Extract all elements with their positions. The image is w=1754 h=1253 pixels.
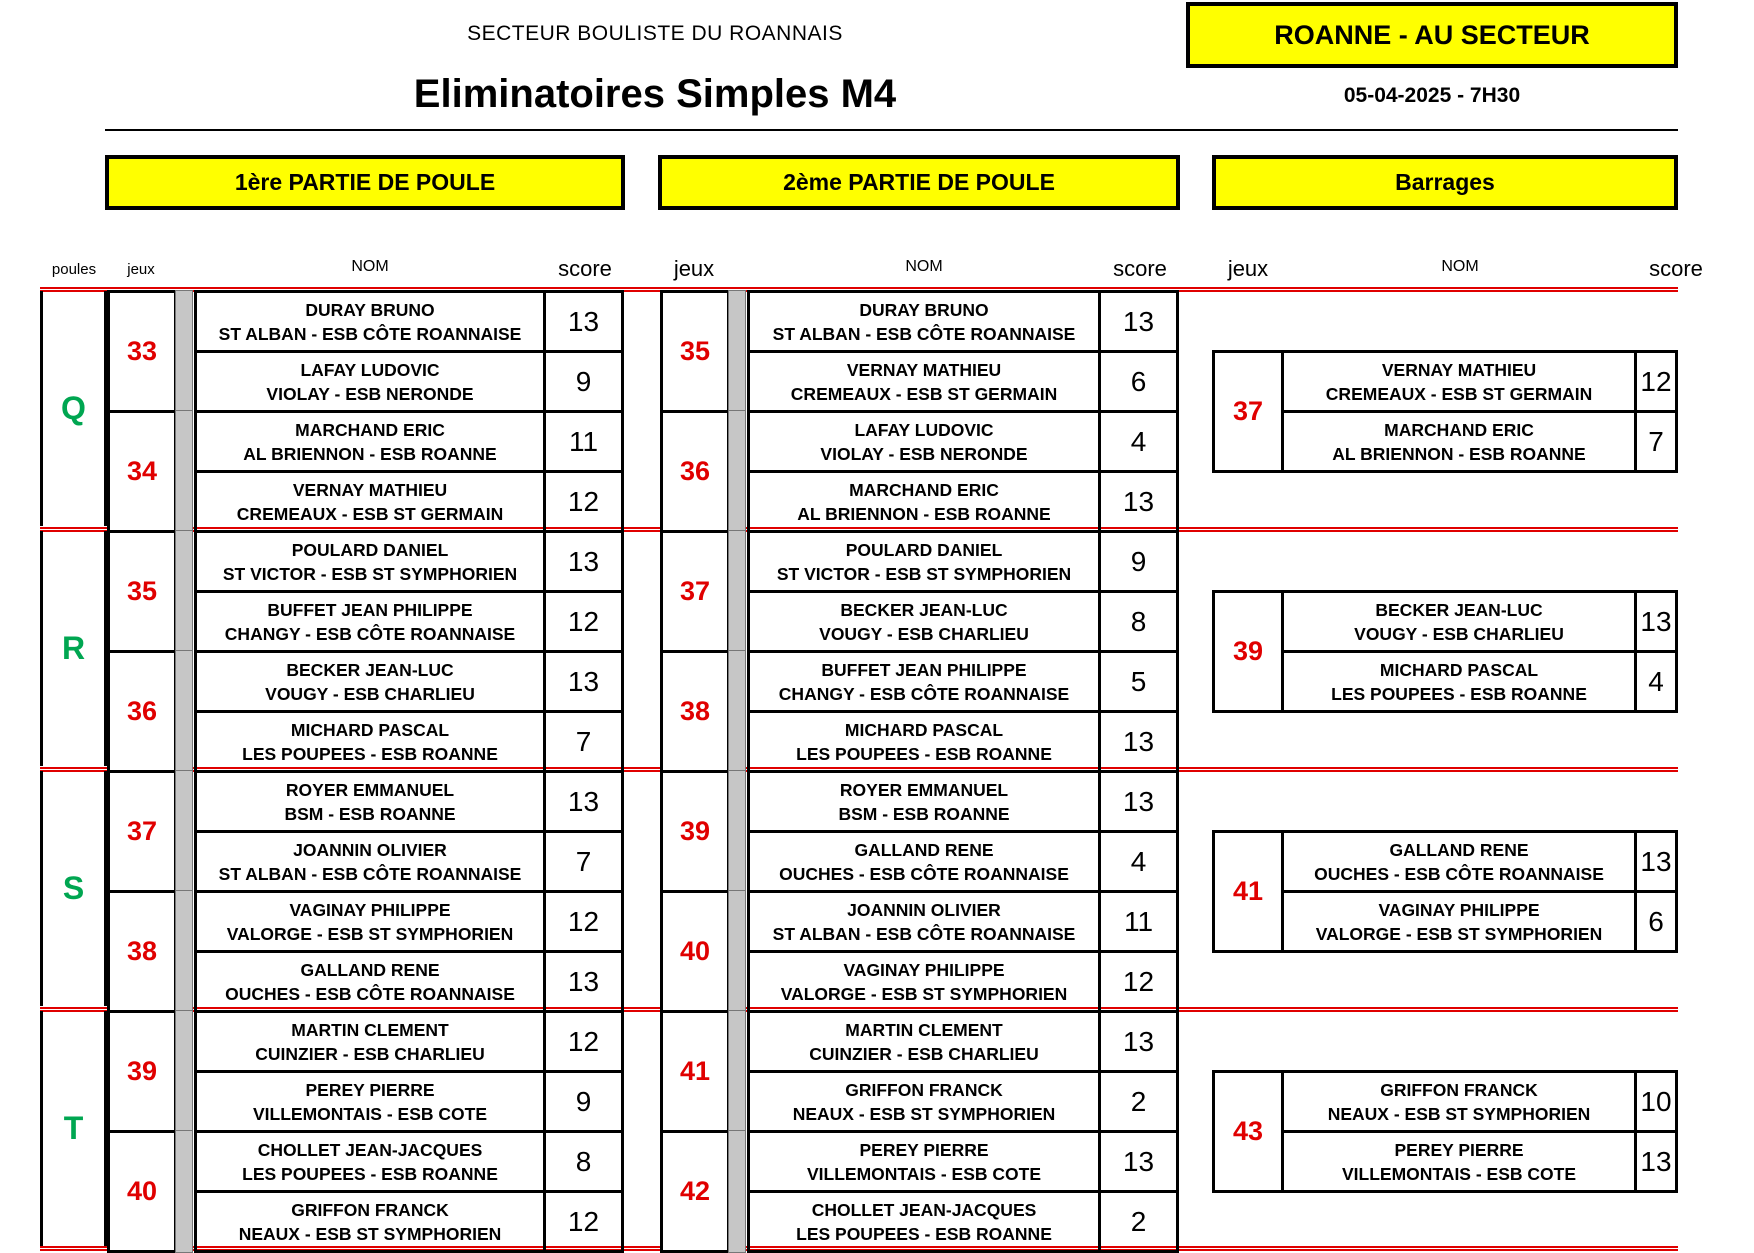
game-divider xyxy=(175,890,193,1013)
player-club: VOUGY - ESB CHARLIEU xyxy=(265,683,475,704)
score-cell: 13 xyxy=(546,290,624,353)
score-cell: 5 xyxy=(1101,650,1179,713)
col-header-score: score xyxy=(1649,256,1703,281)
player-club: AL BRIENNON - ESB ROANNE xyxy=(1332,443,1586,464)
player-club: VOUGY - ESB CHARLIEU xyxy=(819,623,1029,644)
player-name: VERNAY MATHIEU xyxy=(292,479,448,500)
score-cell: 7 xyxy=(546,710,624,773)
player-name: MICHARD PASCAL xyxy=(844,719,1004,740)
location-banner: ROANNE - AU SECTEUR xyxy=(1186,2,1678,68)
game-number: 36 xyxy=(660,410,730,533)
section-round2: 2ème PARTIE DE POULE xyxy=(658,155,1180,210)
game-divider xyxy=(175,530,193,653)
player-club: CREMEAUX - ESB ST GERMAIN xyxy=(1325,383,1593,404)
score-cell: 12 xyxy=(1101,950,1179,1013)
player-club: LES POUPEES - ESB ROANNE xyxy=(242,1163,498,1184)
player-name: PEREY PIERRE xyxy=(305,1079,435,1100)
score-cell: 12 xyxy=(546,590,624,653)
score-cell: 10 xyxy=(1637,1070,1678,1133)
player-name: GRIFFON FRANCK xyxy=(1380,1079,1538,1100)
player-cell xyxy=(1281,1130,1637,1193)
player-name: BUFFET JEAN PHILIPPE xyxy=(267,599,473,620)
game-divider xyxy=(175,650,193,773)
player-cell xyxy=(747,770,1101,833)
player-club: VALORGE - ESB ST SYMPHORIEN xyxy=(780,983,1068,1004)
player-club: VILLEMONTAIS - ESB COTE xyxy=(253,1103,487,1124)
score-cell: 6 xyxy=(1101,350,1179,413)
player-name: GALLAND RENE xyxy=(300,959,440,980)
player-club: ST ALBAN - ESB CÔTE ROANNAISE xyxy=(218,323,522,344)
player-name: BECKER JEAN-LUC xyxy=(1375,599,1543,620)
game-divider xyxy=(175,410,193,533)
game-number: 35 xyxy=(107,530,177,653)
player-cell xyxy=(1281,650,1637,713)
player-club: VILLEMONTAIS - ESB COTE xyxy=(807,1163,1041,1184)
player-cell xyxy=(194,770,546,833)
player-club: LES POUPEES - ESB ROANNE xyxy=(1331,683,1587,704)
player-cell xyxy=(194,710,546,773)
game-divider xyxy=(728,410,746,533)
player-cell xyxy=(747,650,1101,713)
player-name: GALLAND RENE xyxy=(1389,839,1529,860)
player-name: VAGINAY PHILIPPE xyxy=(289,899,451,920)
score-cell: 13 xyxy=(546,650,624,713)
poule-letter: R xyxy=(40,531,107,766)
player-club: VIOLAY - ESB NERONDE xyxy=(820,443,1028,464)
game-divider xyxy=(175,770,193,893)
event-datetime: 05-04-2025 - 7H30 xyxy=(1343,84,1521,107)
player-club: ST VICTOR - ESB ST SYMPHORIEN xyxy=(222,563,518,584)
col-header-nom: NOM xyxy=(905,258,943,275)
player-club: LES POUPEES - ESB ROANNE xyxy=(242,743,498,764)
score-cell: 13 xyxy=(1101,770,1179,833)
poule-letter: Q xyxy=(40,291,107,526)
player-name: GRIFFON FRANCK xyxy=(845,1079,1003,1100)
player-name: PEREY PIERRE xyxy=(1394,1139,1524,1160)
score-cell: 9 xyxy=(546,350,624,413)
player-cell xyxy=(194,1070,546,1133)
player-cell xyxy=(747,830,1101,893)
player-name: DURAY BRUNO xyxy=(305,299,435,320)
game-number: 39 xyxy=(107,1010,177,1133)
player-name: MARTIN CLEMENT xyxy=(845,1019,1003,1040)
player-cell xyxy=(747,530,1101,593)
score-cell: 13 xyxy=(546,770,624,833)
player-cell xyxy=(194,470,546,533)
score-cell: 13 xyxy=(1637,830,1678,893)
player-cell xyxy=(194,590,546,653)
col-header-poules: poules xyxy=(51,261,97,278)
player-cell xyxy=(1281,350,1637,413)
game-number: 39 xyxy=(660,770,730,893)
player-name: DURAY BRUNO xyxy=(859,299,989,320)
player-club: VOUGY - ESB CHARLIEU xyxy=(1354,623,1564,644)
player-name: BECKER JEAN-LUC xyxy=(840,599,1008,620)
score-cell: 12 xyxy=(546,890,624,953)
player-club: OUCHES - ESB CÔTE ROANNAISE xyxy=(779,863,1069,884)
player-name: LAFAY LUDOVIC xyxy=(300,359,440,380)
header-divider xyxy=(105,129,1678,131)
player-club: BSM - ESB ROANNE xyxy=(838,803,1010,824)
player-cell xyxy=(194,410,546,473)
game-number: 34 xyxy=(107,410,177,533)
player-club: ST ALBAN - ESB CÔTE ROANNAISE xyxy=(772,923,1076,944)
score-cell: 7 xyxy=(1637,410,1678,473)
player-cell xyxy=(747,590,1101,653)
player-cell xyxy=(747,410,1101,473)
player-name: GRIFFON FRANCK xyxy=(291,1199,449,1220)
score-cell: 8 xyxy=(546,1130,624,1193)
player-club: VILLEMONTAIS - ESB COTE xyxy=(1342,1163,1576,1184)
game-divider xyxy=(728,530,746,653)
player-cell xyxy=(194,950,546,1013)
player-cell xyxy=(747,1190,1101,1253)
player-name: ROYER EMMANUEL xyxy=(839,779,1009,800)
score-cell: 6 xyxy=(1637,890,1678,953)
score-cell: 9 xyxy=(1101,530,1179,593)
player-name: ROYER EMMANUEL xyxy=(285,779,455,800)
player-name: VAGINAY PHILIPPE xyxy=(843,959,1005,980)
score-cell: 4 xyxy=(1637,650,1678,713)
player-club: NEAUX - ESB ST SYMPHORIEN xyxy=(1327,1103,1591,1124)
player-club: ST ALBAN - ESB CÔTE ROANNAISE xyxy=(772,323,1076,344)
player-name: MARCHAND ERIC xyxy=(295,419,445,440)
player-club: ST VICTOR - ESB ST SYMPHORIEN xyxy=(776,563,1072,584)
game-divider xyxy=(728,890,746,1013)
game-number: 35 xyxy=(660,290,730,413)
player-cell xyxy=(747,890,1101,953)
game-number: 38 xyxy=(107,890,177,1013)
player-club: VALORGE - ESB ST SYMPHORIEN xyxy=(1315,923,1603,944)
score-cell: 12 xyxy=(546,1010,624,1073)
player-club: LES POUPEES - ESB ROANNE xyxy=(796,1223,1052,1244)
player-cell xyxy=(747,1010,1101,1073)
game-divider xyxy=(728,1130,746,1253)
player-club: VALORGE - ESB ST SYMPHORIEN xyxy=(226,923,514,944)
section-barrages: Barrages xyxy=(1212,155,1678,210)
player-club: CREMEAUX - ESB ST GERMAIN xyxy=(236,503,504,524)
player-cell xyxy=(747,290,1101,353)
score-cell: 2 xyxy=(1101,1190,1179,1253)
player-cell xyxy=(194,1010,546,1073)
score-cell: 12 xyxy=(546,1190,624,1253)
player-cell xyxy=(194,290,546,353)
player-name: JOANNIN OLIVIER xyxy=(847,899,1001,920)
barrage-game-number: 39 xyxy=(1212,590,1284,713)
player-cell xyxy=(1281,1070,1637,1133)
barrage-game-number: 41 xyxy=(1212,830,1284,953)
game-divider xyxy=(175,1130,193,1253)
player-name: CHOLLET JEAN-JACQUES xyxy=(257,1139,483,1160)
player-club: OUCHES - ESB CÔTE ROANNAISE xyxy=(1314,863,1604,884)
game-number: 38 xyxy=(660,650,730,773)
score-cell: 13 xyxy=(1101,1130,1179,1193)
score-cell: 13 xyxy=(546,530,624,593)
score-cell: 13 xyxy=(1637,590,1678,653)
game-number: 41 xyxy=(660,1010,730,1133)
col-header-nom: NOM xyxy=(351,258,389,275)
player-cell xyxy=(194,350,546,413)
player-cell xyxy=(1281,590,1637,653)
page-title: Eliminatoires Simples M4 xyxy=(413,72,897,116)
barrage-game-number: 37 xyxy=(1212,350,1284,473)
game-number: 36 xyxy=(107,650,177,773)
score-cell: 9 xyxy=(546,1070,624,1133)
player-name: POULARD DANIEL xyxy=(291,539,449,560)
score-cell: 7 xyxy=(546,830,624,893)
score-cell: 11 xyxy=(1101,890,1179,953)
organization-name: SECTEUR BOULISTE DU ROANNAIS xyxy=(467,22,843,45)
player-name: JOANNIN OLIVIER xyxy=(293,839,447,860)
player-club: CHANGY - ESB CÔTE ROANNAISE xyxy=(224,623,516,644)
player-club: BSM - ESB ROANNE xyxy=(284,803,456,824)
score-cell: 13 xyxy=(546,950,624,1013)
player-cell xyxy=(194,650,546,713)
player-name: CHOLLET JEAN-JACQUES xyxy=(811,1199,1037,1220)
player-name: LAFAY LUDOVIC xyxy=(854,419,994,440)
player-name: BECKER JEAN-LUC xyxy=(286,659,454,680)
col-header-score: score xyxy=(558,256,612,281)
player-club: LES POUPEES - ESB ROANNE xyxy=(796,743,1052,764)
player-club: CUINZIER - ESB CHARLIEU xyxy=(809,1043,1039,1064)
player-cell xyxy=(747,470,1101,533)
game-number: 37 xyxy=(660,530,730,653)
player-club: NEAUX - ESB ST SYMPHORIEN xyxy=(792,1103,1056,1124)
col-header-jeux: jeux xyxy=(127,261,155,278)
game-divider xyxy=(728,290,746,413)
player-name: GALLAND RENE xyxy=(854,839,994,860)
score-cell: 4 xyxy=(1101,830,1179,893)
score-cell: 2 xyxy=(1101,1070,1179,1133)
player-club: ST ALBAN - ESB CÔTE ROANNAISE xyxy=(218,863,522,884)
player-cell xyxy=(1281,830,1637,893)
player-cell xyxy=(194,1190,546,1253)
player-name: MARCHAND ERIC xyxy=(1384,419,1534,440)
player-cell xyxy=(1281,890,1637,953)
score-cell: 11 xyxy=(546,410,624,473)
game-divider xyxy=(175,290,193,413)
player-cell xyxy=(747,1130,1101,1193)
score-cell: 12 xyxy=(1637,350,1678,413)
poule-letter: S xyxy=(40,771,107,1006)
player-club: OUCHES - ESB CÔTE ROANNAISE xyxy=(225,983,515,1004)
player-name: MICHARD PASCAL xyxy=(1379,659,1539,680)
player-club: NEAUX - ESB ST SYMPHORIEN xyxy=(238,1223,502,1244)
player-name: VAGINAY PHILIPPE xyxy=(1378,899,1540,920)
score-cell: 13 xyxy=(1101,470,1179,533)
score-cell: 4 xyxy=(1101,410,1179,473)
player-name: MARTIN CLEMENT xyxy=(291,1019,449,1040)
barrage-game-number: 43 xyxy=(1212,1070,1284,1193)
game-divider xyxy=(175,1010,193,1133)
score-cell: 13 xyxy=(1637,1130,1678,1193)
player-cell xyxy=(194,1130,546,1193)
section-round1: 1ère PARTIE DE POULE xyxy=(105,155,625,210)
col-header-score: score xyxy=(1113,256,1167,281)
player-cell xyxy=(747,950,1101,1013)
player-name: VERNAY MATHIEU xyxy=(846,359,1002,380)
score-cell: 13 xyxy=(1101,710,1179,773)
game-number: 40 xyxy=(660,890,730,1013)
game-divider xyxy=(728,770,746,893)
game-divider xyxy=(728,650,746,773)
player-cell xyxy=(194,830,546,893)
poule-letter: T xyxy=(40,1011,107,1246)
game-number: 37 xyxy=(107,770,177,893)
player-cell xyxy=(1281,410,1637,473)
player-cell xyxy=(194,530,546,593)
player-name: BUFFET JEAN PHILIPPE xyxy=(821,659,1027,680)
player-club: AL BRIENNON - ESB ROANNE xyxy=(797,503,1051,524)
player-name: PEREY PIERRE xyxy=(859,1139,989,1160)
player-club: CUINZIER - ESB CHARLIEU xyxy=(255,1043,485,1064)
player-club: AL BRIENNON - ESB ROANNE xyxy=(243,443,497,464)
col-header-nom: NOM xyxy=(1441,258,1479,275)
game-number: 42 xyxy=(660,1130,730,1253)
col-header-jeux: jeux xyxy=(1227,256,1269,281)
player-club: VIOLAY - ESB NERONDE xyxy=(266,383,474,404)
score-cell: 8 xyxy=(1101,590,1179,653)
game-divider xyxy=(728,1010,746,1133)
score-cell: 13 xyxy=(1101,290,1179,353)
player-cell xyxy=(194,890,546,953)
score-cell: 12 xyxy=(546,470,624,533)
player-cell xyxy=(747,350,1101,413)
game-number: 33 xyxy=(107,290,177,413)
player-club: CHANGY - ESB CÔTE ROANNAISE xyxy=(778,683,1070,704)
player-cell xyxy=(747,1070,1101,1133)
player-club: CREMEAUX - ESB ST GERMAIN xyxy=(790,383,1058,404)
player-name: MARCHAND ERIC xyxy=(849,479,999,500)
game-number: 40 xyxy=(107,1130,177,1253)
player-name: MICHARD PASCAL xyxy=(290,719,450,740)
player-name: POULARD DANIEL xyxy=(845,539,1003,560)
player-cell xyxy=(747,710,1101,773)
col-header-jeux: jeux xyxy=(673,256,715,281)
score-cell: 13 xyxy=(1101,1010,1179,1073)
player-name: VERNAY MATHIEU xyxy=(1381,359,1537,380)
